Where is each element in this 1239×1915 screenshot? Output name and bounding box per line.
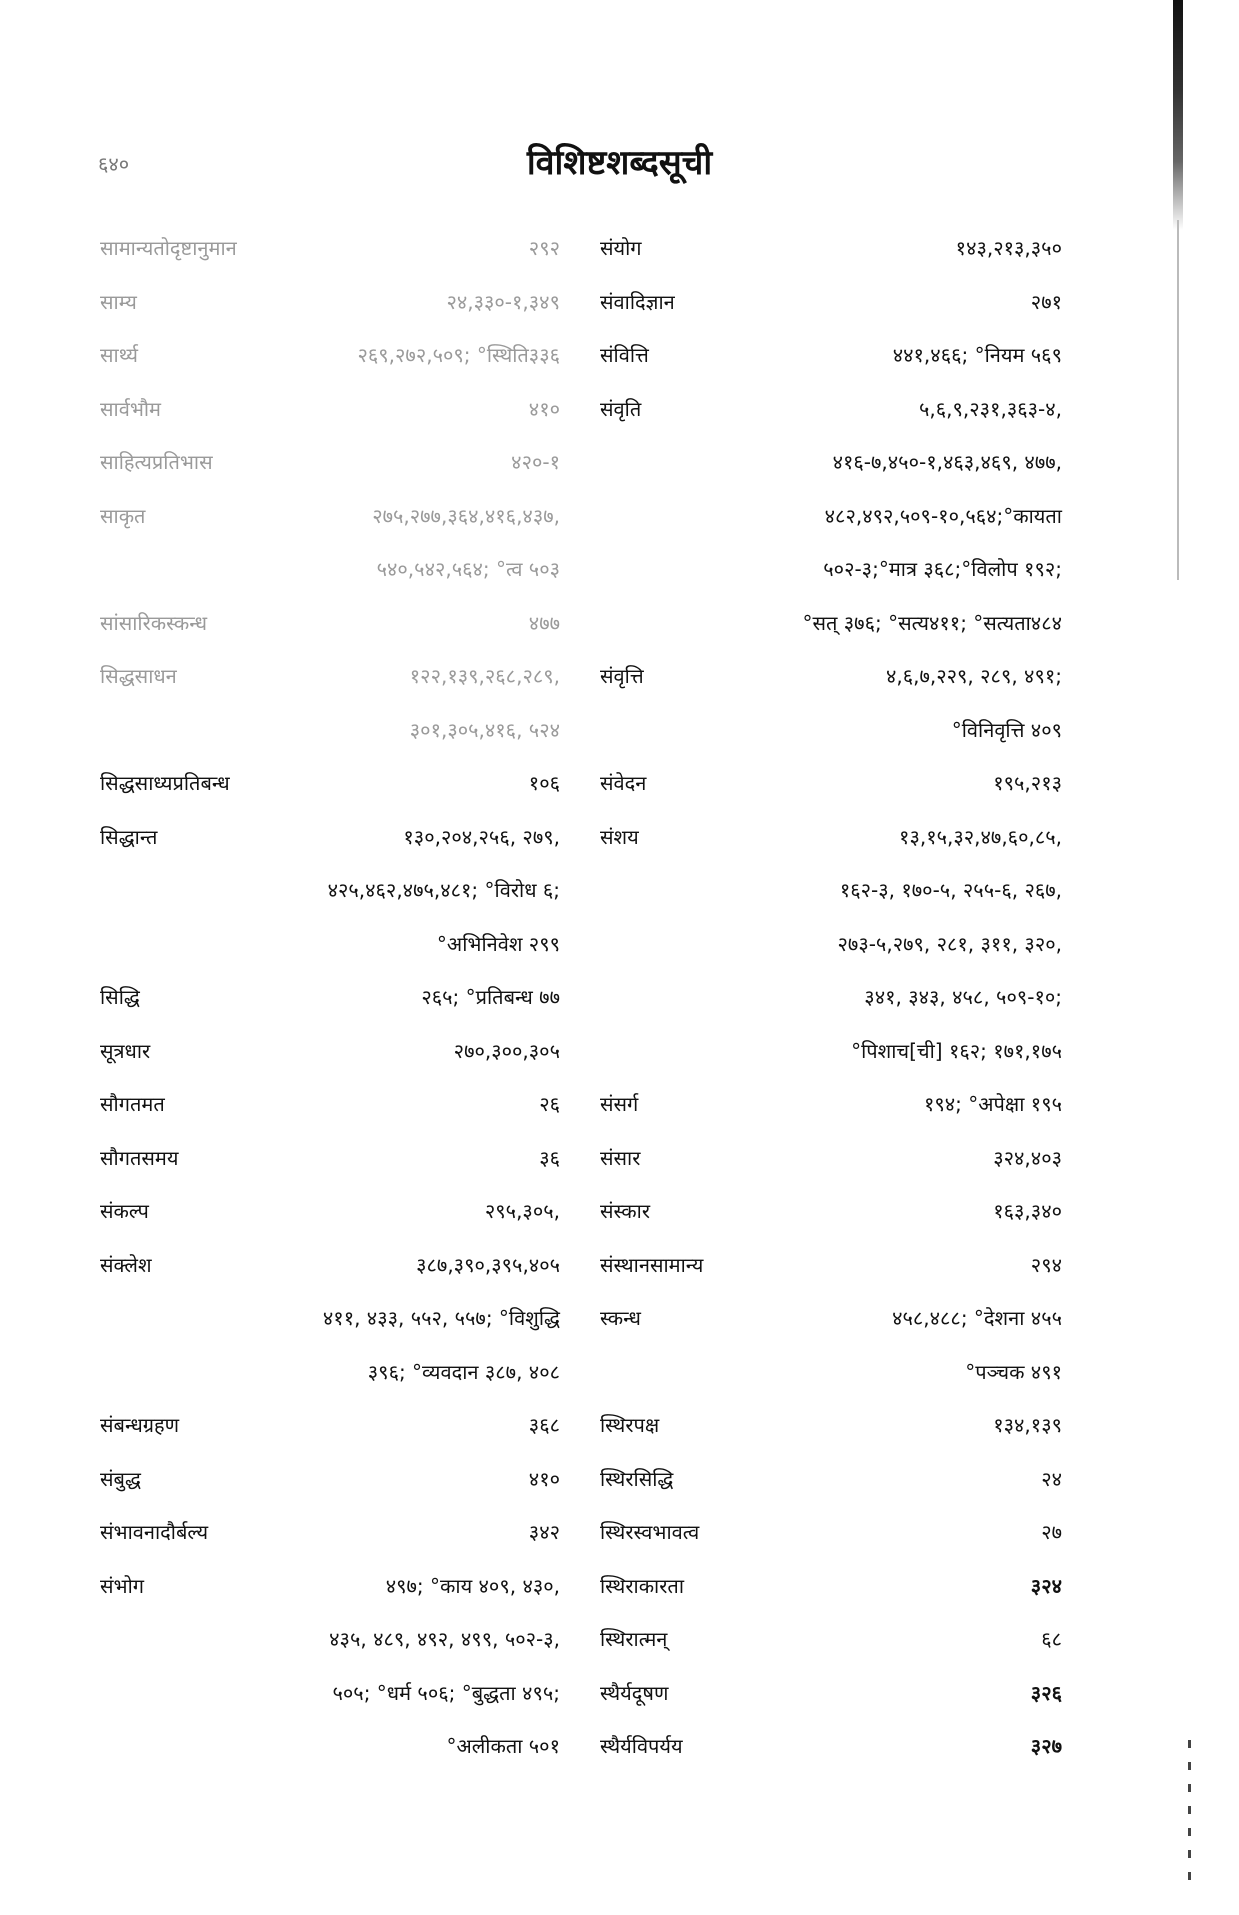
index-term: संवृत्ति <box>600 664 644 688</box>
index-entry-line <box>100 276 560 330</box>
page-references-continued: °अलीकता ५०१ <box>446 1734 560 1758</box>
index-entry <box>600 811 1062 1079</box>
page-references: १०६ <box>528 771 560 795</box>
index-entry-line <box>600 650 1062 704</box>
page-references: ३२४,४०३ <box>993 1145 1062 1170</box>
index-entry-line <box>600 1239 1062 1293</box>
page-references: २७०,३००,३०५ <box>453 1038 560 1063</box>
page-number: ६४० <box>98 152 130 176</box>
index-entry <box>100 436 560 490</box>
index-term: साकृत <box>100 503 146 528</box>
index-entry-line <box>100 490 560 544</box>
index-term: संवादिज्ञान <box>600 289 675 314</box>
page-references: २४,३३०-१,३४९ <box>446 289 560 314</box>
index-entry-line <box>100 811 560 865</box>
index-entry-line <box>600 1720 1062 1774</box>
index-entry <box>100 383 560 437</box>
page-references: १३४,१३९ <box>993 1413 1062 1437</box>
page-references: ३२७ <box>1030 1734 1062 1758</box>
index-term: संस्कार <box>600 1199 651 1223</box>
index-entry-line <box>100 383 560 437</box>
page-references: २७१ <box>1030 289 1062 314</box>
index-entry <box>100 811 560 972</box>
page-references: ३६ <box>539 1145 560 1170</box>
index-term: साहित्यप्रतिभास <box>100 450 213 474</box>
index-term: संबुद्ध <box>100 1466 141 1491</box>
page-references-continued: ४८२,४९२,५०९-१०,५६४;°कायता <box>824 503 1062 528</box>
index-entry-line <box>100 971 560 1025</box>
index-entry-line <box>100 329 560 383</box>
page-references: १४३,२१३,३५० <box>955 236 1062 260</box>
index-term: संभोग <box>100 1573 145 1598</box>
page-references: ४,६,७,२२९, २८९, ४९१; <box>885 664 1062 688</box>
index-entry-line <box>100 1399 560 1453</box>
index-entry <box>100 757 560 811</box>
index-entry-line <box>600 1078 1062 1132</box>
index-entry-line <box>100 597 560 651</box>
index-entry <box>600 1132 1062 1186</box>
index-entry-line <box>600 222 1062 276</box>
index-entry <box>600 222 1062 276</box>
index-entry-line <box>600 1399 1062 1453</box>
page-references-continued: ४१६-७,४५०-१,४६३,४६९, ४७७, <box>832 450 1062 474</box>
index-entry <box>600 383 1062 651</box>
index-entry <box>600 1613 1062 1667</box>
index-term: संक्लेश <box>100 1252 152 1277</box>
page-references: ४९७; °काय ४०९, ४३०, <box>385 1573 560 1598</box>
index-term: संशय <box>600 824 639 849</box>
page-references-continued: °पिशाच[ची] १६२; १७१,१७५ <box>851 1038 1062 1063</box>
index-entry <box>600 1560 1062 1614</box>
page-references: ६८ <box>1041 1627 1062 1651</box>
index-entry <box>100 1560 560 1774</box>
index-entry <box>600 276 1062 330</box>
index-term: सार्थ्य <box>100 343 139 367</box>
page-references-continued: °पञ्चक ४९१ <box>965 1359 1062 1384</box>
index-entry-line <box>600 383 1062 437</box>
index-term: स्थिरस्वभावत्व <box>600 1520 700 1544</box>
page-references: २४ <box>1041 1466 1062 1491</box>
index-term: सिद्धि <box>100 985 140 1009</box>
page-references: १९५,२१३ <box>993 771 1062 795</box>
index-term: सार्वभौम <box>100 396 162 421</box>
page-references-continued: ५०२-३;°मात्र ३६८;°विलोप १९२; <box>823 557 1062 581</box>
index-entry <box>600 1239 1062 1293</box>
index-entry-line <box>100 1025 560 1079</box>
index-entry <box>100 650 560 757</box>
index-entry-line <box>600 276 1062 330</box>
index-entry-line <box>600 1613 1062 1667</box>
page-references: २६९,२७२,५०९; °स्थिति३३६ <box>357 343 560 367</box>
index-entry <box>600 1078 1062 1132</box>
index-term: स्थैर्यविपर्यय <box>600 1734 683 1758</box>
index-column-left <box>100 222 560 1774</box>
index-entry-line <box>100 1132 560 1186</box>
page-references: १३०,२०४,२५६, २७९, <box>403 824 560 849</box>
page-references-continued: ५०५; °धर्म ५०६; °बुद्धता ४९५; <box>332 1680 560 1705</box>
index-entry <box>100 1239 560 1400</box>
index-entry <box>600 650 1062 757</box>
index-entry-line <box>100 650 560 704</box>
index-term: स्थिराकारता <box>600 1573 684 1598</box>
index-term: सौगतसमय <box>100 1145 179 1170</box>
index-column-right <box>600 222 1062 1774</box>
index-entry <box>100 1453 560 1507</box>
page-references: ४४१,४६६; °नियम ५६९ <box>892 343 1062 367</box>
index-entry <box>100 329 560 383</box>
index-term: स्थैर्यदूषण <box>600 1680 669 1705</box>
page-references-continued: ३९६; °व्यवदान ३८७, ४०८ <box>367 1359 560 1384</box>
index-entry-line <box>600 1292 1062 1346</box>
index-term: स्थिरात्मन् <box>600 1627 668 1651</box>
index-entry <box>600 1185 1062 1239</box>
page-title: विशिष्टशब्दसूची <box>526 143 713 183</box>
index-entry <box>600 329 1062 383</box>
index-term: संभावनादौर्बल्य <box>100 1520 209 1544</box>
index-entry <box>600 1453 1062 1507</box>
index-entry <box>100 1506 560 1560</box>
index-term: सामान्यतोदृष्टानुमान <box>100 236 237 260</box>
scan-edge-line <box>1177 220 1179 580</box>
index-entry <box>100 1399 560 1453</box>
index-entry-line <box>600 1185 1062 1239</box>
page-references: ३२६ <box>1030 1680 1062 1705</box>
index-entry <box>100 1025 560 1079</box>
page-references-continued: °सत् ३७६; °सत्य४११; °सत्यता४८४ <box>802 610 1062 635</box>
index-term: संस्थानसामान्य <box>600 1252 704 1277</box>
index-entry-line <box>100 436 560 490</box>
page-references: ३४२ <box>528 1520 560 1544</box>
page-references-continued: ५४०,५४२,५६४; °त्व ५०३ <box>376 557 560 581</box>
index-entry <box>100 276 560 330</box>
page-references: ५,६,९,२३१,३६३-४, <box>918 396 1062 421</box>
index-term: संसार <box>600 1145 641 1170</box>
index-term: संसर्ग <box>600 1092 639 1116</box>
index-term: स्थिरसिद्धि <box>600 1466 674 1491</box>
index-entry-line <box>100 1239 560 1293</box>
index-entry-line <box>100 1453 560 1507</box>
page-references-continued: २७३-५,२७९, २८१, ३११, ३२०, <box>837 931 1062 956</box>
index-entry <box>100 222 560 276</box>
index-term: सूत्रधार <box>100 1038 151 1063</box>
page-references-continued: ४११, ४३३, ५५२, ५५७; °विशुद्धि <box>322 1306 560 1330</box>
page-references: ३६८ <box>528 1413 560 1437</box>
index-entry <box>600 1667 1062 1721</box>
page-references-continued: ३०१,३०५,४१६, ५२४ <box>409 717 560 742</box>
page-references: ४२०-१ <box>511 450 560 474</box>
page-references: १२२,१३९,२६८,२८९, <box>409 664 560 688</box>
index-entry-line <box>100 1078 560 1132</box>
page-references-continued: ३४१, ३४३, ४५८, ५०९-१०; <box>864 985 1062 1009</box>
page-references: ४५८,४८८; °देशना ४५५ <box>892 1306 1062 1330</box>
index-entry-line <box>100 1506 560 1560</box>
index-entry-line <box>100 757 560 811</box>
index-entry <box>100 971 560 1025</box>
index-entry-line <box>600 1453 1062 1507</box>
index-entry <box>600 1506 1062 1560</box>
index-term: संकल्प <box>100 1199 149 1223</box>
page-references: २९२ <box>528 236 560 260</box>
page-references-continued: १६२-३, १७०-५, २५५-६, २६७, <box>839 878 1062 902</box>
index-entry-line <box>600 811 1062 865</box>
index-term: संवेदन <box>600 771 647 795</box>
page-references: १३,१५,३२,४७,६०,८५, <box>899 824 1062 849</box>
index-entry <box>100 1185 560 1239</box>
page-references: १६३,३४० <box>993 1199 1062 1223</box>
index-entry <box>100 1078 560 1132</box>
index-entry-line <box>600 757 1062 811</box>
index-entry-line <box>100 1185 560 1239</box>
index-term: स्थिरपक्ष <box>600 1413 660 1437</box>
scan-edge-mark <box>1173 0 1183 230</box>
page-references: १९४; °अपेक्षा १९५ <box>923 1092 1062 1116</box>
index-term: संवृति <box>600 396 642 421</box>
index-term: संबन्धग्रहण <box>100 1413 180 1437</box>
page-references-continued: ४२५,४६२,४७५,४८१; °विरोध ६; <box>327 878 560 902</box>
index-entry-line <box>100 222 560 276</box>
index-entry-line <box>100 1560 560 1614</box>
index-term: सिद्धान्त <box>100 824 158 849</box>
index-entry-line <box>600 1132 1062 1186</box>
index-term: संवित्ति <box>600 343 649 367</box>
index-entry <box>100 597 560 651</box>
index-term: साम्य <box>100 289 137 314</box>
index-term: सौगतमत <box>100 1092 165 1116</box>
page-references: २७ <box>1041 1520 1062 1544</box>
index-entry <box>600 1399 1062 1453</box>
index-term: संयोग <box>600 236 642 260</box>
index-entry-line <box>600 329 1062 383</box>
index-entry <box>600 1292 1062 1399</box>
index-term: सिद्धसाधन <box>100 664 177 688</box>
page-references-continued: °विनिवृत्ति ४०९ <box>951 717 1062 742</box>
page-references: ४१० <box>528 1466 560 1491</box>
page-references-continued: °अभिनिवेश २९९ <box>436 931 560 956</box>
index-entry <box>600 757 1062 811</box>
page-references: २९५,३०५, <box>484 1199 560 1223</box>
page-references: ३२४ <box>1030 1573 1062 1598</box>
index-entry <box>600 1720 1062 1774</box>
index-entry-line <box>600 1506 1062 1560</box>
page-references-continued: ४३५, ४८९, ४९२, ४९९, ५०२-३, <box>329 1627 560 1651</box>
page-references: २६ <box>539 1092 560 1116</box>
page-references: ४१० <box>528 396 560 421</box>
page-references: २६५; °प्रतिबन्ध ७७ <box>421 985 560 1009</box>
index-entry <box>100 490 560 597</box>
page-references: २७५,२७७,३६४,४१६,४३७, <box>372 503 560 528</box>
index-entry <box>100 1132 560 1186</box>
index-term: सांसारिकस्कन्ध <box>100 610 208 635</box>
page-references: ३८७,३९०,३९५,४०५ <box>416 1252 560 1277</box>
page-references: ४७७ <box>528 610 560 635</box>
index-term: सिद्धसाध्यप्रतिबन्ध <box>100 771 230 795</box>
index-term: स्कन्ध <box>600 1306 641 1330</box>
page-references: २९४ <box>1030 1252 1062 1277</box>
index-entry-line <box>600 1667 1062 1721</box>
index-entry-line <box>600 1560 1062 1614</box>
scan-edge-dots <box>1188 1740 1191 1890</box>
